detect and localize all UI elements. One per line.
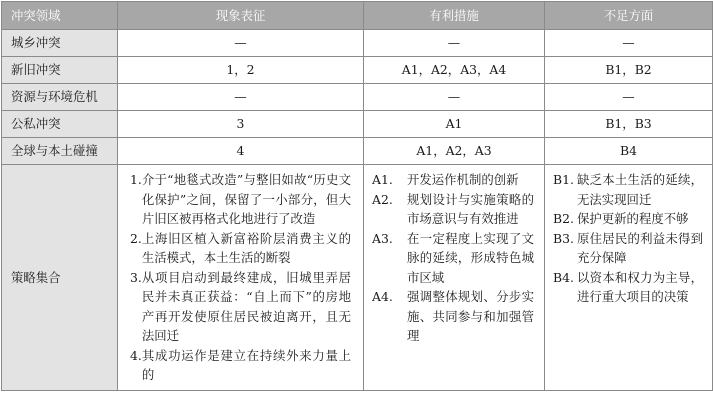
item-text: 从项目启动到最终建成，旧城里弄居民并未真正获益：“自上而下”的房地产再开发使原住居民被迫离开，且无法回迁 [141, 269, 351, 343]
row-shortcomings: B1，B3 [545, 111, 713, 138]
row-domain: 公私冲突 [2, 111, 118, 138]
list-item [130, 268, 351, 346]
comparison-table [1, 1, 713, 391]
list-item [372, 170, 534, 190]
measures-list [372, 170, 534, 346]
list-item [130, 346, 351, 385]
row-measures: — [364, 84, 545, 111]
strategy-phenomena-cell [118, 165, 364, 391]
row-shortcomings: — [545, 84, 713, 111]
header-row [2, 2, 713, 30]
header-measures: 有利措施 [364, 2, 545, 30]
item-number: 3. [130, 269, 142, 285]
item-number: B1. [553, 172, 574, 187]
list-item [553, 268, 703, 307]
item-text: 以资本和权力为主导，进行重大项目的决策 [577, 269, 703, 304]
row-measures: — [364, 30, 545, 57]
item-text: 在一定程度上实现了文脉的延续，形成特色城市区域 [407, 230, 534, 285]
row-shortcomings: B4 [545, 138, 713, 165]
item-text: 强调整体规划、分步实施、共同参与和加强管理 [407, 289, 534, 343]
item-text: 保护更新的程度不够 [577, 211, 689, 226]
table-row [2, 84, 713, 111]
row-measures: A1 [364, 111, 545, 138]
list-item [130, 229, 351, 268]
list-item [130, 170, 351, 229]
list-item [553, 209, 703, 229]
row-domain: 城乡冲突 [2, 30, 118, 57]
item-number: 4. [130, 347, 142, 363]
table-row [2, 57, 713, 84]
row-measures: A1，A2，A3，A4 [364, 57, 545, 84]
item-text: 其成功运作是建立在持续外来力量上的 [141, 347, 351, 382]
item-number: B4. [553, 269, 574, 285]
row-shortcomings: — [545, 30, 713, 57]
strategy-shortcomings-cell [545, 165, 713, 391]
strategy-measures-cell [364, 165, 545, 391]
item-text: 缺乏本土生活的延续，无法实现回迁 [577, 172, 703, 207]
row-phenomena: — [118, 30, 364, 57]
item-number: 2. [130, 230, 142, 246]
item-number: B2. [553, 211, 574, 226]
header-shortcomings: 不足方面 [545, 2, 713, 30]
list-item [372, 229, 534, 288]
item-text: 介于“地毯式改造”与整旧如故“历史文化保护”之间，保留了一小部分，但大片旧区被再格式化地进行了改造 [141, 172, 351, 226]
row-phenomena: 3 [118, 111, 364, 138]
header-phenomena: 现象表征 [118, 2, 364, 30]
item-number: B3. [553, 230, 574, 246]
strategy-row [2, 165, 713, 391]
row-phenomena: — [118, 84, 364, 111]
item-text: 上海旧区植入新富裕阶层消费主义的生活模式，本土生活的断裂 [141, 230, 351, 265]
header-conflict-domain: 冲突领域 [2, 2, 118, 30]
row-phenomena: 1，2 [118, 57, 364, 84]
item-number: A4. [372, 289, 393, 304]
item-text: 原住居民的利益未得到充分保障 [577, 230, 703, 265]
row-phenomena: 4 [118, 138, 364, 165]
item-number: A1. [372, 172, 393, 187]
phenomena-list [130, 170, 351, 385]
table-row [2, 30, 713, 57]
item-number: A2. [372, 191, 393, 207]
row-measures: A1，A2，A3 [364, 138, 545, 165]
row-shortcomings: B1，B2 [545, 57, 713, 84]
list-item [553, 170, 703, 209]
list-item [372, 287, 534, 346]
strategy-label: 策略集合 [2, 165, 118, 391]
table-row [2, 138, 713, 165]
list-item [553, 229, 703, 268]
list-item [372, 190, 534, 229]
row-domain: 资源与环境危机 [2, 84, 118, 111]
shortcomings-list [553, 170, 703, 307]
item-number: A3. [372, 230, 393, 246]
row-domain: 新旧冲突 [2, 57, 118, 84]
table-row [2, 111, 713, 138]
item-number: 1. [130, 172, 142, 187]
item-text: 开发运作机制的创新 [407, 172, 519, 187]
row-domain: 全球与本土碰撞 [2, 138, 118, 165]
item-text: 规划设计与实施策略的市场意识与有效推进 [407, 191, 534, 226]
